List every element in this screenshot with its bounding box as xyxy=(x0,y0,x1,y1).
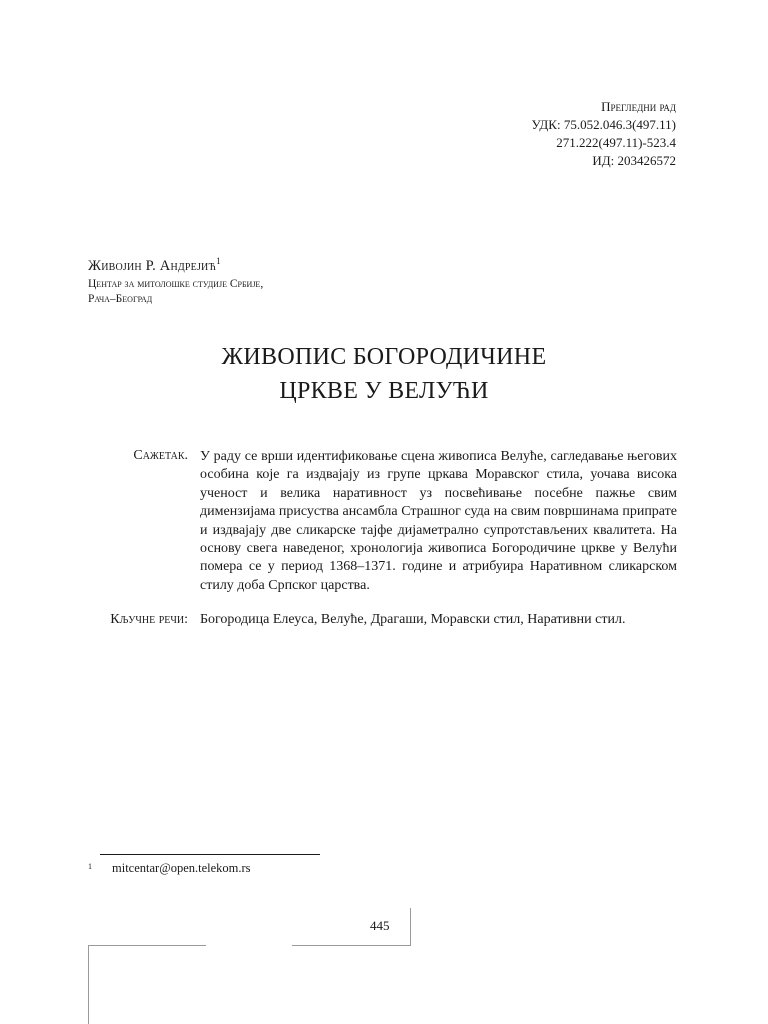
paper-type: Прегледни рад xyxy=(601,99,676,114)
article-metadata xyxy=(532,98,676,170)
footnote-mark: 1 xyxy=(88,862,92,871)
crop-line-horizontal-right xyxy=(292,945,411,946)
article-id: ИД: 203426572 xyxy=(592,153,676,168)
author-footnote-mark: 1 xyxy=(216,256,221,266)
author-line xyxy=(88,256,221,275)
crop-line-vertical-left xyxy=(88,945,89,1024)
page-number: 445 xyxy=(370,918,390,933)
footnote-divider xyxy=(100,854,320,855)
crop-line-horizontal-left xyxy=(88,945,206,946)
title-line1: ЖИВОПИС БОГОРОДИЧИНЕ xyxy=(221,344,547,370)
keywords-text: Богородица Елеуса, Велуће, Драгаши, Моравски стил, Наративни стил. xyxy=(200,612,626,627)
author-name: Живојин Р. Андрејић xyxy=(88,257,217,274)
keywords-label: Кључне речи: xyxy=(110,612,188,627)
article-title xyxy=(0,340,768,408)
udk-code-line2: 271.222(497.11)-523.4 xyxy=(556,135,676,150)
author-affiliation xyxy=(88,277,263,307)
title-line2: ЦРКВЕ У ВЕЛУЋИ xyxy=(279,378,489,404)
affiliation-line1: Центар за митолошке студије Србије, xyxy=(88,278,264,290)
abstract-label: Сажетак. xyxy=(133,448,188,463)
udk-code-line1: УДК: 75.052.046.3(497.11) xyxy=(531,117,676,132)
affiliation-line2: Рача–Београд xyxy=(88,293,153,305)
abstract-text: У раду се врши идентификовање сцена живописа Велуће, сагледавање његових особина које га издвајају из групе цркава Моравског стила, уочава висока ученост и велика наративност уз посвећивање посебне пажње свим димензијама присуства ансамбла Страшног суда на свим површинама припрате и издвајају две сликарске тајфе дијаметрално супротстављених квалитета. На основу свега наведеног, хронологија живописа Богородичине цркве у Велући помера се у период 1368–1371. године и атрибуира Наративном сликарском стилу доба Српског царства. xyxy=(200,449,677,593)
crop-line-vertical-right xyxy=(410,908,411,946)
footnote-email: mitcentar@open.telekom.rs xyxy=(112,861,251,875)
